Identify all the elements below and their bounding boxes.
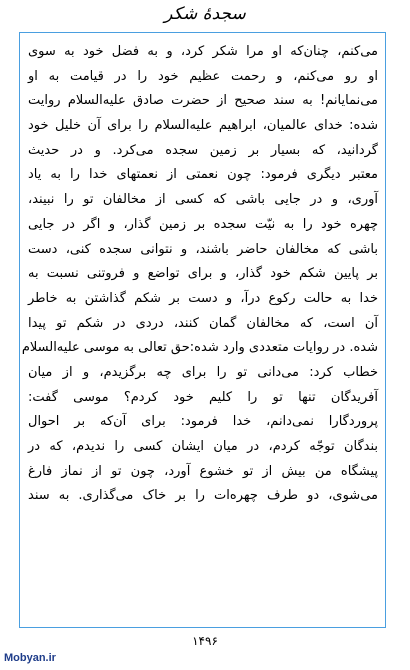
text-line: شده. در روایات متعددی وارد شده:حق تعالی به موسی علیه‌السلام bbox=[21, 340, 378, 356]
text-line: خطاب کرد: می‌دانی تو را برای چه برگزیدم، و از میان bbox=[28, 364, 378, 380]
text-line: باشی که مخالفان حاضر باشند، و نتوانی سجده کنی، دست bbox=[28, 241, 378, 257]
text-line: آن است، که مخالفان گمان کنند، دردی در شکم تو پیدا bbox=[28, 315, 378, 331]
text-line: او رو می‌کنم، و رحمت عظیم خود را در قیامت به او bbox=[28, 68, 378, 84]
text-line: گردانید، که بسیار بر زمین سجده می‌کرد. و در حدیث bbox=[28, 142, 378, 158]
text-line: بر پایین شکم خود گذار، و برای تواضع و فروتنی نسبت به bbox=[28, 266, 378, 282]
text-line: پروردگارا نمی‌دانم، خدا فرمود: برای آن‌که بر احوال bbox=[28, 414, 378, 430]
text-line: بندگان توجّه کردم، در میان ایشان کسی را ندیدم، که در bbox=[28, 439, 378, 454]
text-line: چهره خود را به نیّت سجده بر زمین گذار، و اگر در جایی bbox=[28, 216, 378, 232]
site-watermark: Mobyan.ir bbox=[4, 652, 56, 664]
text-line: می‌نمایانم! به سند صحیح از حضرت صادق علیه‌السلام روایت bbox=[28, 93, 378, 109]
text-line: می‌کنم، چنان‌که او مرا شکر کرد، و به فضل خود به سوی bbox=[28, 44, 378, 59]
text-line: شده: خدای عالمیان، ابراهیم علیه‌السلام را برای آن خلیل خود bbox=[28, 118, 378, 134]
text-line: آفریدگان تنها تو را کلیم خود کردم؟ موسی گفت: bbox=[28, 389, 378, 405]
body-text bbox=[20, 40, 386, 509]
text-line: خدا به حالت رکوع درآ، و دست بر شکم گذاشتن به خاطر bbox=[28, 290, 378, 306]
text-line: آوری، و در جایی باشی که کسی از مخالفان تو را نبیند، bbox=[28, 192, 378, 208]
text-line: معتبر دیگری فرمود: چون نعمتی از نعمتهای خدا را به یاد bbox=[28, 167, 378, 183]
page-title: سجدهٔ شکر bbox=[164, 4, 246, 24]
text-line: می‌شوی، دو طرف چهره‌ات را بر خاک می‌گذاری. به سند bbox=[28, 488, 378, 504]
page-number: ۱۴۹۶ bbox=[192, 634, 218, 648]
text-line: پیشگاه من بیش از تو خشوع آورد، چون تو از نماز فارغ bbox=[28, 463, 378, 479]
